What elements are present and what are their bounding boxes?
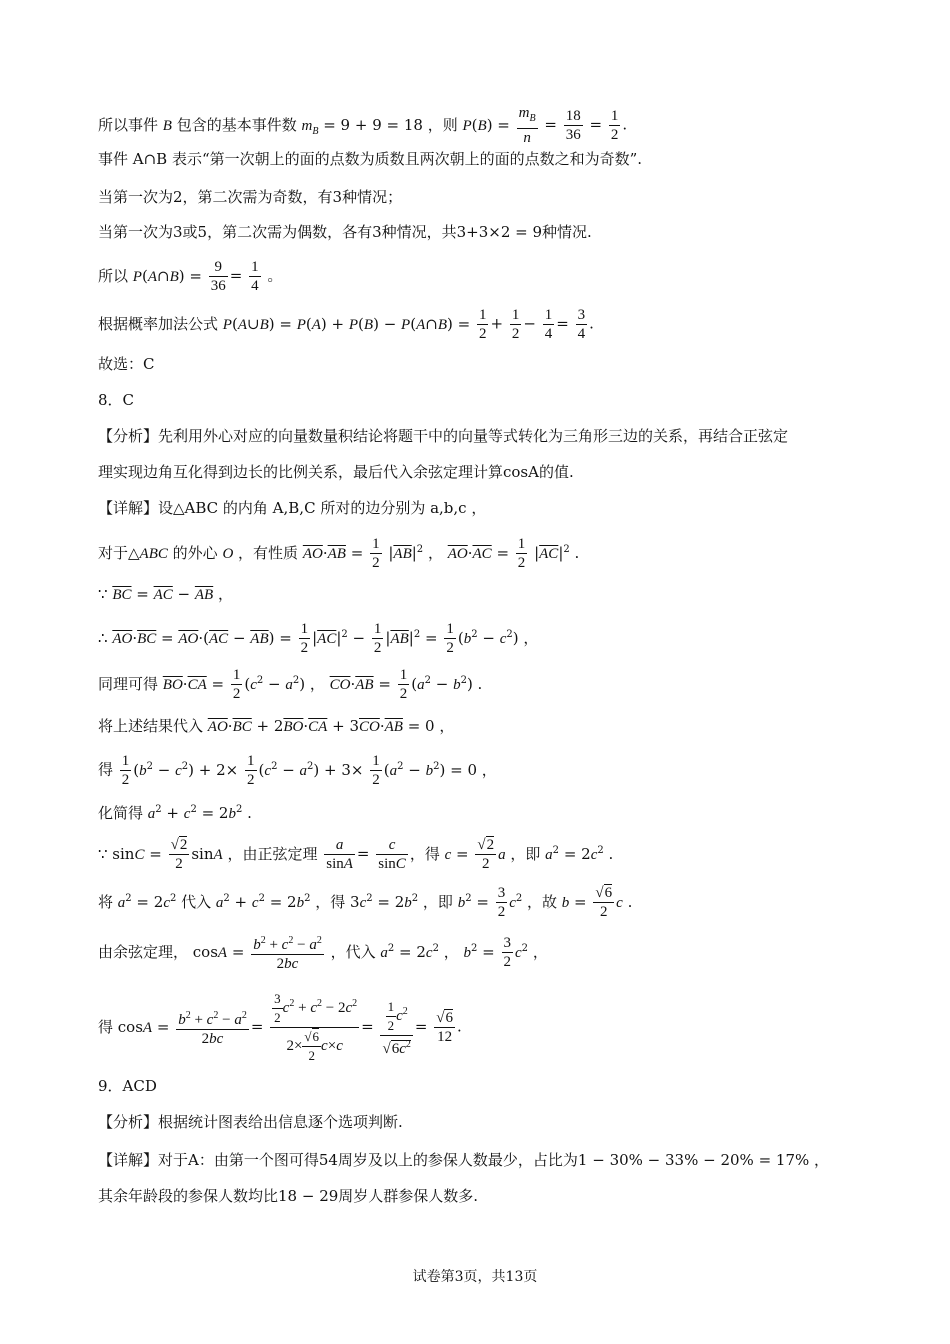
line-circumcenter-property: 对于△ABC 的外心 O ，有性质 $\overline{AO}\cdot\overline{AB}$ = $\frac{1}{2}$ $|\overline{AB}|^2$ ， $\overline{AO}\cdot\overline{AC}$ = $\frac{1}{2}$ $|\overline{AC}|^2$ .: [98, 536, 580, 571]
line-l3: 当第一次为2，第二次需为奇数，有3种情况；: [98, 188, 403, 206]
line-cosine-law: 由余弦定理， cosA = $\frac{b^2 + c^2 - a^2}{2bc}$ ，代入 $a^2 = 2c^2$ ， $b^2$ = $\frac{3}{2}$ $c^2$ ，: [98, 932, 548, 973]
question-9-answer: 9．ACD: [98, 1077, 157, 1095]
line-p-a-and-b: 所以 P(A∩B) = $\frac{9}{36}$ = $\frac{1}{4}$ 。: [98, 259, 283, 294]
line-detail-9a: 【详解】对于A：由第一个图可得54周岁及以上的参保人数最少，占比为1 − 30% − 33% − 20% = 17% ，: [98, 1151, 830, 1169]
page-footer: 试卷第3页，共13页: [412, 1269, 538, 1285]
line-bo-ca-co-ab: 同理可得 $\overline{BO}\cdot\overline{CA}$ = $\frac{1}{2}$ $(c^2 - a^2)$ ， $\overline{CO}\cdot\overline{AB}$ = $\frac{1}{2}$ $(a^2 - b^2)$ .: [98, 667, 483, 702]
line-substitute: 将上述结果代入 $\overline{AO}\cdot\overline{BC} + 2\overline{BO}\cdot\overline{CA} + 3\overline{CO}\cdot\overline{AB} = 0$ ，: [98, 717, 455, 735]
line-analysis-8b: 理实现边角互化得到边长的比例关系，最后代入余弦定理计算cosA的值.: [98, 463, 574, 481]
line-sum-equation: 得 $\frac{1}{2}$ $(b^2 - c^2) + 2\times$ $\frac{1}{2}$ $(c^2 - a^2) + 3\times$ $\frac{1}{2}$ $(a^2 - b^2) = 0$ ，: [98, 753, 497, 788]
line-simplify: 化简得 $a^2 + c^2 = 2b^2$ .: [98, 804, 252, 822]
line-detail-8-intro: 【详解】设△ABC 的内角 A,B,C 所对的边分别为 a,b,c ，: [98, 499, 487, 517]
line-detail-9b: 其余年龄段的参保人数均比18 − 29周岁人群参保人数多.: [98, 1187, 479, 1205]
line-event-b-count: 所以事件 B 包含的基本事件数 $m_B = 9 + 9 = 18$ ，则 P(B) = $\frac{m_B}{n}$ = $\frac{18}{36}$ = $\frac{1}{2}$ .: [98, 105, 628, 146]
question-8-answer: 8．C: [98, 391, 135, 409]
line-addition-formula: 根据概率加法公式 P(A∪B) = P(A) + P(B) − P(A∩B) = $\frac{1}{2}$ + $\frac{1}{2}$ − $\frac{1}{4}$ = $\frac{3}{4}$ .: [98, 307, 594, 342]
line-l4: 当第一次为3或5，第二次需为偶数，各有3种情况，共3+3×2 = 9种情况.: [98, 223, 592, 241]
line-answer-c: 故选：C: [98, 355, 155, 373]
line-cos-a-result: 得 cosA = $\frac{b^2 + c^2 - a^2}{2bc}$ = $\frac{3}{2}$ $c^2 + c^2 - 2c^2$ 2× $\frac{√6}{2}$ c×c = $\frac{1}{2}$ $c^2$ $√6c^2$ = $\frac{√6}{12}$ .: [98, 991, 462, 1063]
line-ao-bc: ∴ $\overline{AO}\cdot\overline{BC} = \overline{AO}\cdot(\overline{AC} - \overline{AB})$ = $\frac{1}{2}$ $|\overline{AC}|^2$ − $\frac{1}{2}$ $|\overline{AB}|^2$ = $\frac{1}{2}$ $(b^2 - c^2)$ ，: [98, 621, 539, 656]
line-sine-law: ∵ sinC = $\frac{√2}{2}$ sinA ，由正弦定理 $\frac{a}{\sin A}$ = $\frac{c}{\sin C}$ ，得 c = $\frac{√2}{2}$ a ，即 $a^2 = 2c^2$ .: [98, 837, 614, 872]
line-l2: 事件 A∩B 表示“第一次朝上的面的点数为质数且两次朝上的面的点数之和为奇数”.: [98, 150, 643, 168]
line-analysis-8a: 【分析】先利用外心对应的向量数量积结论将题干中的向量等式转化为三角形三边的关系，再结合正弦定: [98, 427, 789, 445]
line-b-value: 将 $a^2 = 2c^2$ 代入 $a^2 + c^2 = 2b^2$ ，得 $3c^2 = 2b^2$ ，即 $b^2$ = $\frac{3}{2}$ $c^2$ ，故 b = $\frac{√6}{2}$ c .: [98, 885, 633, 920]
line-bc-vector: ∵ $\overline{BC} = \overline{AC} - \overline{AB}$ ，: [98, 585, 233, 603]
line-analysis-9: 【分析】根据统计图表给出信息逐个选项判断.: [98, 1113, 403, 1131]
